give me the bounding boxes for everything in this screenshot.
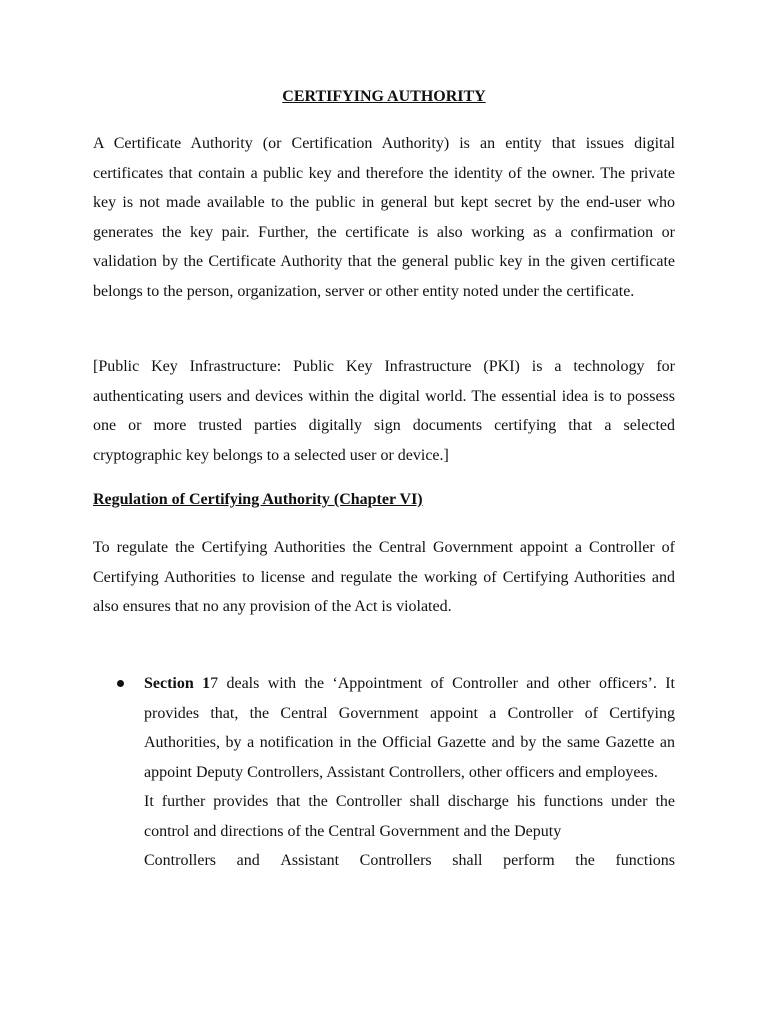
page-title: CERTIFYING AUTHORITY xyxy=(282,88,486,105)
word: shall xyxy=(452,852,483,869)
word: Controllers xyxy=(144,852,216,869)
word: the xyxy=(575,852,595,869)
bullet-item xyxy=(144,669,675,876)
bullet-icon xyxy=(117,680,124,687)
word: and xyxy=(236,852,260,869)
bullet-paragraph xyxy=(144,669,675,787)
word: Controllers xyxy=(359,852,432,869)
section-label: Section 1 xyxy=(144,675,211,692)
bullet-text: 7 deals with the ‘Appointment of Controller and other officers’. It provides that, the Central Government appoint a Controller of Certifying Authorities, by a notification in the Official Gazette and by the same Gazette an appoint Deputy Controllers, Assistant Controllers, other officers and employees. xyxy=(144,675,675,781)
continuation-text: It further provides that the Controller shall discharge his functions under the control and directions of the Central Government and the Deputy xyxy=(144,793,675,840)
last-line xyxy=(144,846,675,876)
regulation-paragraph: To regulate the Certifying Authorities the Central Government appoint a Controller of Certifying Authorities to license and regulate the working of Certifying Authorities and also ensures that no any provision of the Act is violated. xyxy=(93,539,675,615)
word: perform xyxy=(503,852,555,869)
intro-paragraph: A Certificate Authority (or Certification Authority) is an entity that issues digital certificates that contain a public key and therefore the identity of the owner. The private key is not made available to the public in general but kept secret by the end-user who generates the key pair. Further, the certificate is also working as a confirmation or validation by the Certificate Authority that the general public key in the given certificate belongs to the person, organization, server or other entity noted under the certificate. xyxy=(93,135,675,300)
section-heading: Regulation of Certifying Authority (Chapter VI) xyxy=(93,491,423,508)
continuation-paragraph xyxy=(144,787,675,846)
word: functions xyxy=(615,852,675,869)
word: Assistant xyxy=(280,852,340,869)
pki-paragraph: [Public Key Infrastructure: Public Key Infrastructure (PKI) is a technology for authenticating users and devices within the digital world. The essential idea is to possess one or more trusted parties digitally sign documents certifying that a selected cryptographic key belongs to a selected user or device.] xyxy=(93,358,675,464)
